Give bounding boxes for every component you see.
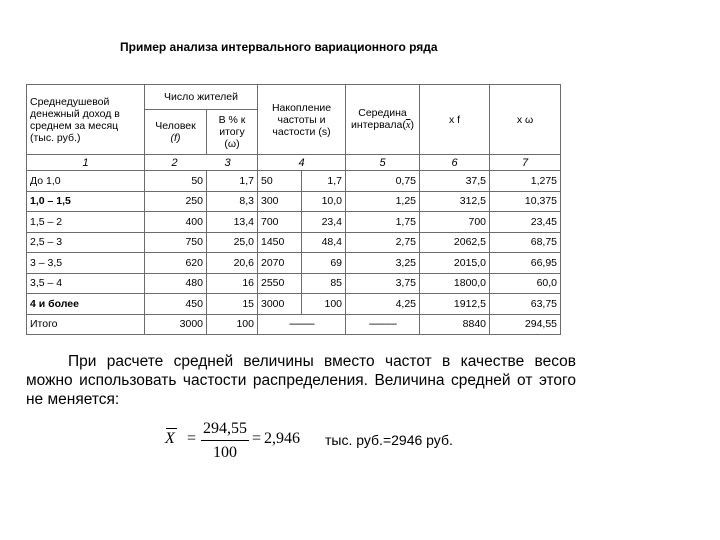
total-row — [27, 314, 561, 335]
column-number: 4 — [258, 155, 346, 171]
table-cell: 620 — [145, 253, 207, 274]
table-cell: 1800,0 — [420, 273, 490, 294]
explanation-text: При расчете средней величины вместо частот в качестве весов можно использовать частости распределения. Величина средней от этого не меняется: — [26, 353, 576, 408]
table-cell: 2070 — [258, 253, 302, 274]
table-cell: 1912,5 — [420, 294, 490, 315]
column-number-2-3 — [145, 155, 258, 171]
header-people-label: Человек — [155, 120, 196, 132]
total-f: 3000 — [145, 314, 207, 335]
header-percent-label: В % к итогу — [218, 114, 246, 138]
header-midpoint-symbol: $\overline{x}$ — [405, 120, 411, 131]
table-row — [27, 232, 561, 253]
table-cell: 23,4 — [302, 212, 346, 233]
variation-series-table — [26, 84, 561, 335]
total-w: 100 — [207, 314, 258, 335]
formula-note: тыс. руб.=2946 руб. — [325, 432, 453, 448]
table-cell: 3000 — [258, 294, 302, 315]
table-cell: 2,5 – 3 — [27, 232, 145, 253]
table-cell: 23,45 — [490, 212, 561, 233]
table-cell: 700 — [258, 212, 302, 233]
table-cell: 2015,0 — [420, 253, 490, 274]
header-xf: x f — [420, 85, 490, 155]
table-cell: 750 — [145, 232, 207, 253]
table-cell: 85 — [302, 273, 346, 294]
column-number: 7 — [490, 155, 561, 171]
table-cell: 1,75 — [346, 212, 420, 233]
table-cell: 450 — [145, 294, 207, 315]
table-cell: 15 — [207, 294, 258, 315]
table-cell: 2062,5 — [420, 232, 490, 253]
table-cell: 2,75 — [346, 232, 420, 253]
table-cell: 100 — [302, 294, 346, 315]
table-cell: 3 – 3,5 — [27, 253, 145, 274]
table-cell: 400 — [145, 212, 207, 233]
table-cell: 1,25 — [346, 191, 420, 212]
page-title: Пример анализа интервального вариационного ряда — [120, 40, 438, 54]
table-cell: 10,0 — [302, 191, 346, 212]
table-cell: 1,0 – 1,5 — [27, 191, 145, 212]
formula-variable: X — [165, 430, 175, 447]
table-cell: 4,25 — [346, 294, 420, 315]
table-cell: 66,95 — [490, 253, 561, 274]
table-row — [27, 253, 561, 274]
formula-numerator: 294,55 — [203, 420, 247, 437]
table-cell: 4 и более — [27, 294, 145, 315]
table-cell: 13,4 — [207, 212, 258, 233]
table-cell: 50 — [145, 171, 207, 192]
table-row — [27, 171, 561, 192]
table-row — [27, 273, 561, 294]
total-xw: 294,55 — [490, 314, 561, 335]
table-cell: 312,5 — [420, 191, 490, 212]
table-cell: 700 — [420, 212, 490, 233]
formula-equals: = — [187, 430, 197, 447]
header-midpoint-close: ) — [410, 119, 414, 131]
table-cell: 3,5 – 4 — [27, 273, 145, 294]
column-number: 2 — [171, 156, 178, 169]
table-cell: 1,275 — [490, 171, 561, 192]
table-row — [27, 212, 561, 233]
column-number-row — [27, 155, 561, 171]
table-cell: 60,0 — [490, 273, 561, 294]
table-cell: 48,4 — [302, 232, 346, 253]
header-accum: Накопление частоты и частости (s) — [258, 85, 346, 155]
table-row — [27, 294, 561, 315]
total-label: Итого — [27, 314, 145, 335]
column-number: 3 — [224, 156, 231, 169]
explanation-paragraph — [26, 352, 576, 409]
column-number: 1 — [27, 155, 145, 171]
table-cell: 8,3 — [207, 191, 258, 212]
table-cell: 50 — [258, 171, 302, 192]
column-number: 6 — [420, 155, 490, 171]
formula-denominator: 100 — [213, 444, 237, 461]
table-cell: До 1,0 — [27, 171, 145, 192]
table-cell: 63,75 — [490, 294, 561, 315]
formula-equals-2: = — [252, 430, 262, 447]
table-cell: 1,7 — [207, 171, 258, 192]
table-cell: 1450 — [258, 232, 302, 253]
header-people — [145, 110, 207, 155]
total-xf: 8840 — [420, 314, 490, 335]
total-accum: ---------- — [258, 314, 346, 335]
table-cell: 69 — [302, 253, 346, 274]
formula-bar — [166, 428, 177, 429]
table-cell: 16 — [207, 273, 258, 294]
table-cell: 3,75 — [346, 273, 420, 294]
formula-fraction-line — [201, 440, 249, 441]
table-cell: 0,75 — [346, 171, 420, 192]
table-cell: 20,6 — [207, 253, 258, 274]
formula-result: 2,946 — [264, 430, 300, 447]
header-residents: Число жителей — [145, 85, 258, 110]
table-cell: 10,375 — [490, 191, 561, 212]
table-cell: 480 — [145, 273, 207, 294]
header-percent-symbol: (ω) — [224, 138, 240, 150]
table-cell: 25,0 — [207, 232, 258, 253]
table-cell: 300 — [258, 191, 302, 212]
header-midpoint — [346, 85, 420, 155]
header-people-symbol: (f) — [170, 132, 181, 144]
table-cell: 250 — [145, 191, 207, 212]
table-row — [27, 191, 561, 212]
table-cell: 68,75 — [490, 232, 561, 253]
total-mid: ----------- — [346, 314, 420, 335]
header-income: Среднедушевой денежный доход в среднем за месяц (тыс. руб.) — [27, 85, 145, 155]
column-number: 5 — [346, 155, 420, 171]
table-cell: 3,25 — [346, 253, 420, 274]
header-percent — [207, 110, 258, 155]
table-cell: 1,5 – 2 — [27, 212, 145, 233]
table-cell: 1,7 — [302, 171, 346, 192]
table-cell: 2550 — [258, 273, 302, 294]
table-cell: 37,5 — [420, 171, 490, 192]
header-xw: x ω — [490, 85, 561, 155]
header-midpoint-label: Середина интервала( — [351, 107, 407, 131]
